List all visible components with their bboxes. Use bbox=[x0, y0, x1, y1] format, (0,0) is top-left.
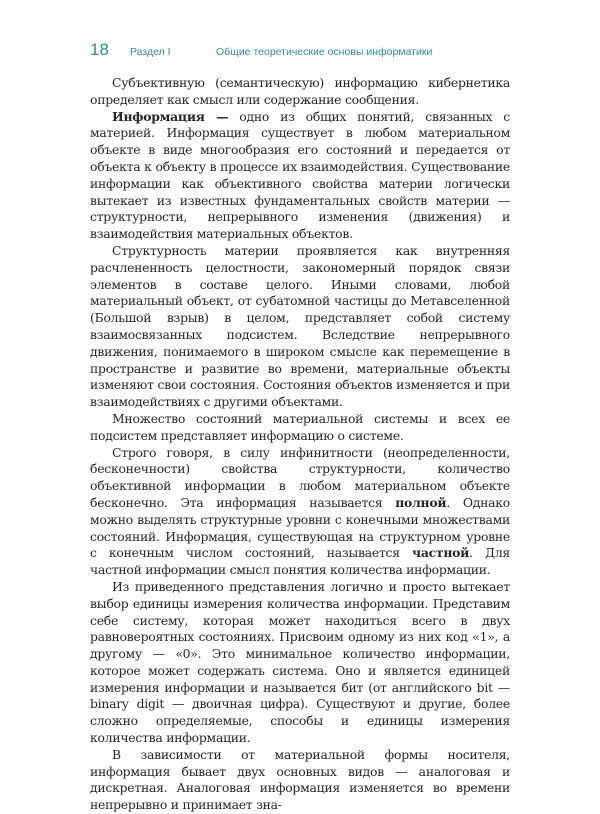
paragraph-5 bbox=[90, 445, 510, 579]
term-full: полной bbox=[395, 494, 447, 510]
page-number: 18 bbox=[90, 40, 109, 59]
paragraph-2 bbox=[90, 109, 510, 243]
running-title: Общие теоретические основы информатики bbox=[216, 46, 433, 58]
paragraph-3 bbox=[90, 243, 510, 411]
body-text bbox=[90, 75, 510, 814]
paragraph-4 bbox=[90, 411, 510, 445]
paragraph-7 bbox=[90, 747, 510, 814]
paragraph-text: Строго говоря, в силу инфинитности (неопределенности, бесконечности) свойства структурности, количество объективной информации в любом материальном объекте бесконечно. Эта информация называется bbox=[90, 444, 510, 510]
paragraph-text: В зависимости от материальной формы носителя, информация бывает двух основных видов — аналоговая и дискретная. Аналоговая информация изменяется во времени непрерывно и принимает зна- bbox=[90, 746, 510, 813]
paragraph-text: Структурность материи проявляется как внутренняя расчлененность целостности, закономерный порядок связи элементов в составе целого. Иными словами, любой материальный объект, от субатомной частицы до Метавселенной (Большой взрыв) в целом, представляет собой систему взаимосвязанных подсистем. Вследствие непрерывного движения, понимаемого в широком смысле как перемещение в пространстве и развитие во времени, материальные объекты изменяют свои состояния. Состояния объектов изменяется и при взаимодействиях с другими объектами. bbox=[90, 242, 510, 410]
page-header bbox=[90, 40, 520, 60]
paragraph-1 bbox=[90, 75, 510, 109]
paragraph-text: одно из общих понятий, связанных с материей. Информация существует в любом материальном объекте в виде многообразия его состояний и передается от объекта к объекту в процессе их взаимодействия. Существование информации как объективного свойства материи логически вытекает из известных фундаментальных свойств материи — структурности, непрерывного изменения (движения) и взаимодействия материальных объектов. bbox=[90, 108, 511, 242]
term-information: Информация — bbox=[112, 108, 229, 124]
paragraph-6 bbox=[90, 579, 510, 747]
paragraph-text: Субъективную (семантическую) информацию кибернетика определяет как смысл или содержание сообщения. bbox=[90, 75, 510, 107]
paragraph-text: . Однако можно выделять структурные уровни с конечными множествами состояний. Информация, существующая на структурном уровне с конечным числом состояний, называется bbox=[90, 494, 510, 561]
section-label: Раздел I bbox=[130, 46, 171, 58]
paragraph-text: Из приведенного представления логично и просто вытекает выбор единицы измерения количества информации. Представим себе систему, которая может находиться всего в двух равновероятных состояниях. Присвоим одному из них код «1», а другому — «0». Это минимальное количество информации, которое может содержать система. Оно и является единицей измерения информации и называется бит (от английского bit — binary digit — двоичная цифра). Существуют и другие, более сложно определяемые, способы и единицы измерения количества информации. bbox=[90, 578, 510, 746]
paragraph-text: Множество состояний материальной системы и всех ее подсистем представляет информацию о системе. bbox=[90, 410, 510, 443]
paragraph-text: . Для частной информации смысл понятия количества информации. bbox=[90, 545, 511, 578]
term-partial: частной bbox=[412, 545, 470, 561]
